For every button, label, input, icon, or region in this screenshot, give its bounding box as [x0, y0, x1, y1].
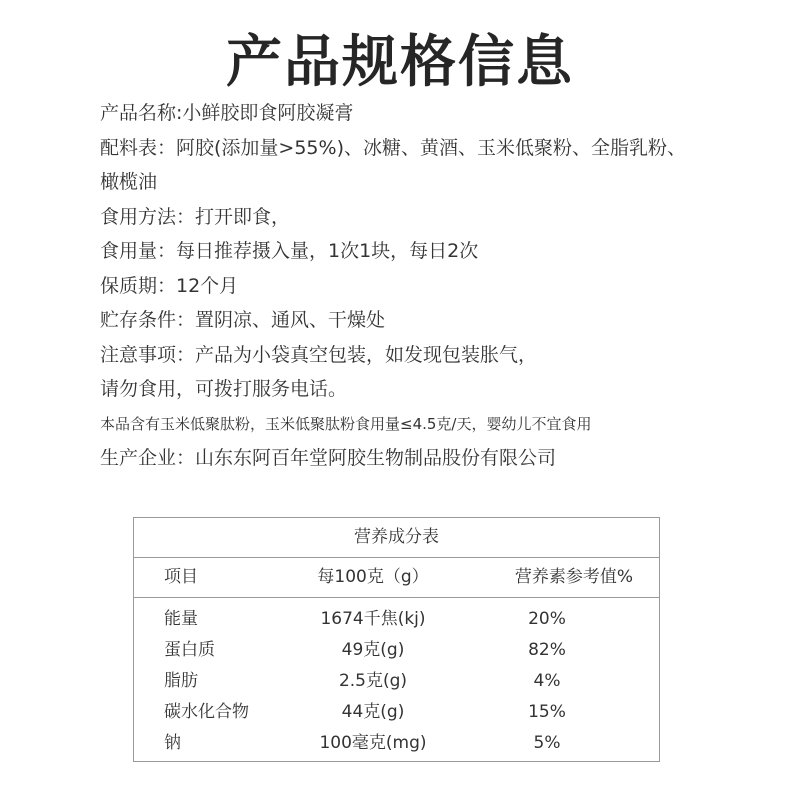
spec-info [100, 96, 780, 476]
shelf-life: 保质期：12个月 [100, 274, 239, 297]
row-amount: 2.5克(g) [338, 671, 408, 691]
table-row [134, 728, 659, 759]
header-item: 项目 [164, 567, 198, 587]
row-nrv: 82% [528, 640, 566, 660]
header-amount: 每100克（g） [317, 567, 429, 587]
page-title: 产品规格信息 [226, 29, 574, 95]
header-nrv: 营养素参考值% [514, 567, 634, 587]
row-nrv: 4% [533, 671, 561, 691]
row-nrv: 15% [528, 702, 566, 722]
row-nrv: 20% [528, 609, 566, 629]
table-row [134, 604, 659, 635]
row-amount: 49克(g) [341, 640, 405, 660]
manufacturer: 生产企业：山东东阿百年堂阿胶生物制品股份有限公司 [100, 447, 557, 469]
row-item: 脂肪 [164, 671, 198, 691]
row-amount: 44克(g) [341, 702, 405, 722]
table-row [134, 666, 659, 697]
dosage: 食用量：每日推荐摄入量，1次1块，每日2次 [100, 240, 479, 262]
table-row [134, 697, 659, 728]
row-item: 能量 [164, 609, 198, 629]
nutrition-table [133, 517, 660, 762]
table-row [134, 635, 659, 666]
usage-method: 食用方法：打开即食， [100, 205, 291, 228]
storage-conditions: 贮存条件：置阴凉、通风、干燥处 [100, 309, 386, 331]
row-item: 碳水化合物 [164, 702, 249, 722]
ingredients-line-1: 配料表：阿胶(添加量>55%)、冰糖、黄酒、玉米低聚粉、全脂乳粉、 [100, 136, 686, 159]
nutrition-table-header [134, 558, 659, 598]
row-nrv: 5% [533, 733, 561, 753]
notice-line-2: 请勿食用，可拨打服务电话。 [100, 378, 348, 400]
row-amount: 1674千焦(kj) [320, 609, 426, 629]
peptide-note: 本品含有玉米低聚肽粉，玉米低聚肽粉食用量≤4.5克/天，婴幼儿不宜食用 [100, 414, 592, 433]
notice-line-1: 注意事项：产品为小袋真空包装，如发现包装胀气， [100, 343, 538, 366]
ingredients-line-2: 橄榄油 [100, 171, 158, 193]
nutrition-table-title: 营养成分表 [134, 518, 659, 558]
row-amount: 100毫克(mg) [319, 733, 427, 753]
row-item: 蛋白质 [164, 640, 215, 660]
row-item: 钠 [164, 733, 181, 753]
product-name: 产品名称:小鲜胶即食阿胶凝膏 [100, 102, 354, 124]
